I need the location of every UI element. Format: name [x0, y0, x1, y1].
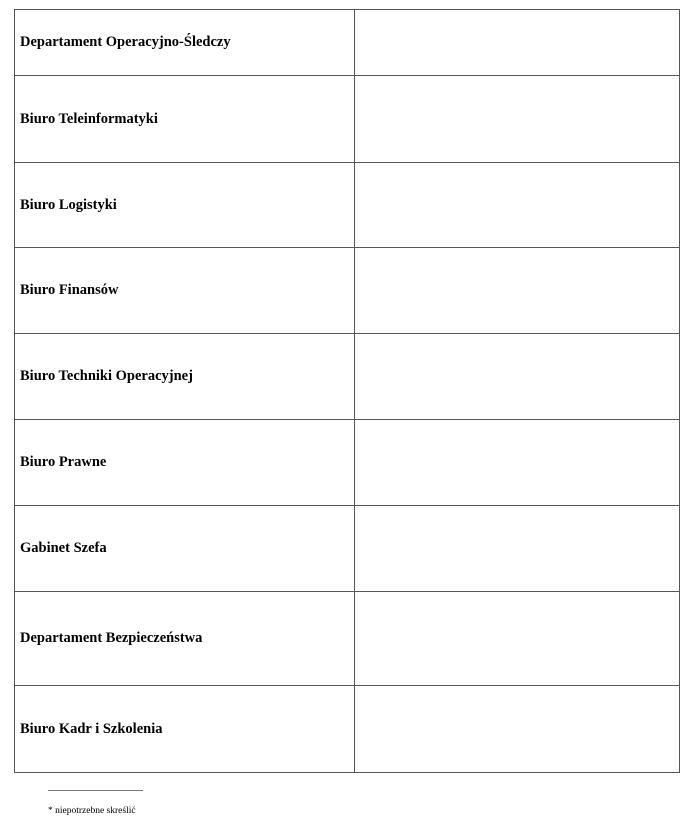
unit-value-cell[interactable] [355, 420, 680, 506]
footnote-divider [48, 790, 143, 791]
unit-name-cell: Biuro Logistyki [15, 163, 355, 248]
unit-value-cell[interactable] [355, 76, 680, 163]
unit-name-cell: Biuro Finansów [15, 248, 355, 334]
unit-value-cell[interactable] [355, 10, 680, 76]
unit-name-cell: Biuro Prawne [15, 420, 355, 506]
unit-value-cell[interactable] [355, 163, 680, 248]
table-row [15, 592, 680, 686]
table-row [15, 163, 680, 248]
unit-value-cell[interactable] [355, 248, 680, 334]
unit-name-cell: Departament Operacyjno-Śledczy [15, 10, 355, 76]
unit-value-cell[interactable] [355, 506, 680, 592]
unit-value-cell[interactable] [355, 334, 680, 420]
table-row [15, 334, 680, 420]
unit-name-cell: Departament Bezpieczeństwa [15, 592, 355, 686]
table-row [15, 506, 680, 592]
table-row [15, 248, 680, 334]
unit-name-cell: Biuro Teleinformatyki [15, 76, 355, 163]
unit-name-cell: Biuro Kadr i Szkolenia [15, 686, 355, 773]
unit-name-cell: Gabinet Szefa [15, 506, 355, 592]
table-row [15, 76, 680, 163]
units-table [14, 9, 680, 773]
unit-name-cell: Biuro Techniki Operacyjnej [15, 334, 355, 420]
footnote-text: * niepotrzebne skreślić [48, 806, 136, 816]
unit-value-cell[interactable] [355, 592, 680, 686]
table-row [15, 686, 680, 773]
table-row [15, 420, 680, 506]
unit-value-cell[interactable] [355, 686, 680, 773]
table-row [15, 10, 680, 76]
